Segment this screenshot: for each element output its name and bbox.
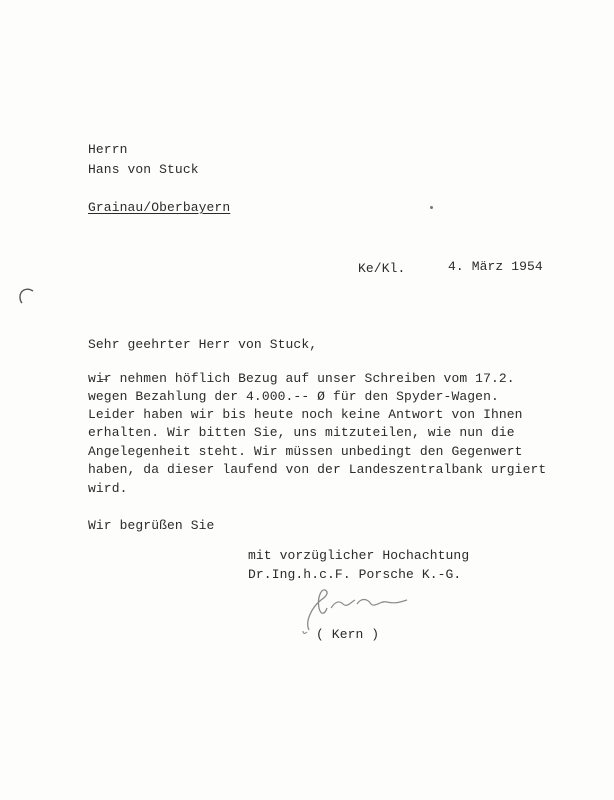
- body-line: wi̶r nehmen höflich Bezug auf unser Schreiben vom 17.2.: [88, 371, 515, 386]
- signoff-line1: mit vorzüglicher Hochachtung: [248, 548, 470, 563]
- body-line: haben, da dieser laufend von der Landeszentralbank urgiert: [88, 462, 547, 477]
- recipient-location: Grainau/Oberbayern: [88, 200, 231, 215]
- body-line: wegen Bezahlung der 4.000.-- Ø für den Spyder-Wagen.: [88, 389, 499, 404]
- greeting: Sehr geehrter Herr von Stuck,: [88, 337, 318, 352]
- reference-code: Ke/Kl.: [358, 261, 406, 276]
- recipient-name: Hans von Stuck: [88, 162, 199, 177]
- letter-date: 4. März 1954: [448, 259, 543, 274]
- body-line: erhalten. Wir bitten Sie, uns mitzuteilen, wie nun die: [88, 425, 515, 440]
- punch-hole-mark-icon: [17, 285, 37, 305]
- recipient-salutation: Herrn: [88, 142, 128, 157]
- body-line: Angelegenheit steht. Wir müssen unbedingt den Gegenwert: [88, 444, 523, 459]
- signer-name: ( Kern ): [316, 627, 380, 642]
- closing: Wir begrüßen Sie: [88, 518, 215, 533]
- company-name: Dr.Ing.h.c.F. Porsche K.-G.: [248, 567, 462, 582]
- body-line: wird.: [88, 481, 128, 496]
- body-line: Leider haben wir bis heute noch keine Antwort von Ihnen: [88, 407, 523, 422]
- speck: [430, 206, 433, 209]
